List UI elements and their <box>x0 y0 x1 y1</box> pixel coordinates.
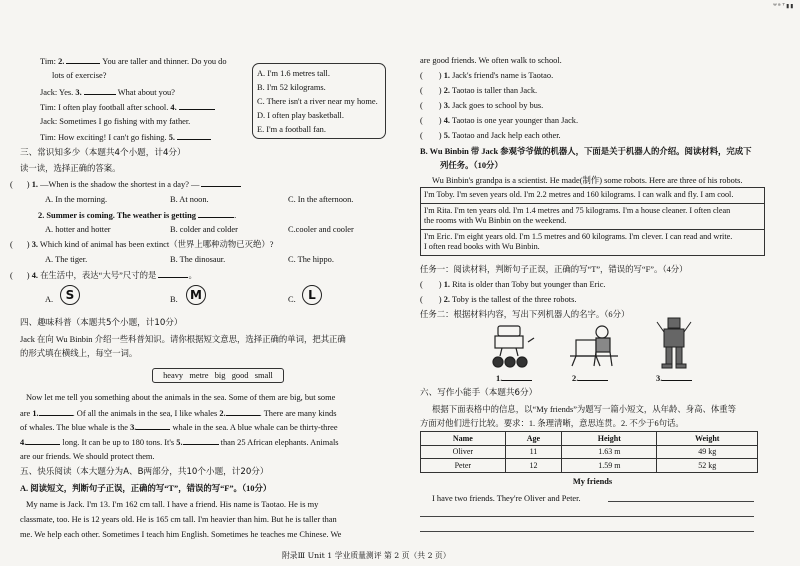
answer-blank[interactable] <box>201 178 241 187</box>
passage-line-4: 4. long. It can be up to 180 tons. It's 5. than 25 African elephants. Animals <box>20 438 339 447</box>
exam-page: ʷᵃ⁷▮▮ Tim: 2. You are taller and thinner. Do you do lots of exercise? Jack: Yes. 3. What about you? Tim: I often play football after school. 4. Jack: Sometimes I go fishing with my father. Tim: How exciting! I can't go fishing. 5. A. I'm 1.6 metres tall. B. I'm 52 kilograms. C. There isn't a river near my home. D. I often play basketball. E. I'm a football fan. 三、常识知多少（本题共4个小题，计4分） 读一读，选择正确的答案。 ( ) 1. —When is the shadow the shortest in a day? — A. In the morning. B. At noon. C. In the afternoon. 2. Summer is coming. The weather is getting . A. hotter and hotter B. colder and colder C.cooler and cooler ( ) 3. Which kind of animal has been extinct（世界上哪种动物已灭绝）? A. The tiger. B. The dinosaur. C. The hippo. ( ) 4. 在生活中，表达“大号”尺寸的是 。 A. S B. M C. L 四、趣味科普（本题共5个小题，计10分） Jack 在向 Wu Binbin 介绍一些科普知识。请你根据短文意思，选择正确的单词，把其正确 的形式填在横线上，每空一词。 heavy metre big good small Now let me tell you something about the animals in the sea. Some of them are big, but some are 1. . Of all the animals in the sea, I like whales 2. . There are many kinds of whales. The blue whale is the 3. whale in the sea. A blue whale can be thirty-three 4. long. It can be up to 180 tons. It's 5. than 25 African elephants. Animals are our friends. We should protect them. 五、快乐阅读（本大题分为A、B两部分，共10个小题，计20分） A. 阅读短文，判断句子正误，正确的写“T”，错误的写“F”。（10分） My name is Jack. I'm 13. I'm 162 cm tall. I have a friend. His name is Taotao. He is my classmate, too. He is 12 years old. He is 165 cm tall. I'm heavier than him. But he is taller than me. We help each other. Sometimes I teach him English. Sometimes he teaches me Chinese. We are good friends. We often walk to school. ( ) 1. Jack's friend's name is Taotao. ( ) 2. Taotao is taller than Jack. ( ) 3. Jack goes to school by bus. ( ) 4. Taotao is one year younger than Jack. ( ) 5. Taotao and Jack help each other. B. Wu Binbin 带 Jack 参观爷爷做的机器人，下面是关于机器人的介绍。阅读材料，完成下 列任务。（10分） Wu Binbin's grandpa is a scientist. He made(制作) some robots. Here are three of his robots. I'm Toby. I'm seven years old. I'm 2.2 metres and 160 kilograms. I can walk and fly. I am cool. I'm Rita. I'm ten years old. I'm 1.4 metres and 75 kilograms. I'm a house cleaner. I often clean the rooms with Wu Binbin on the weekend. I'm Eric. I'm eight years old. I'm 1.5 metres and 60 kilograms. I'm clever. I can read and write. I often read books with Wu Binbin. 任务一：阅读材料，判断句子正误，正确的写“T”，错误的写“F”。（4分） ( ) 1. Rita is older than Toby but younger than Eric. ( ) 2. Toby is the tallest of the three robots. 任务二：根据材料内容，写出下列机器人的名字。（6分） 1. 2. 3. 六、写作小能手（本题共6分） 根据下面表格中的信息，以“My friends”为题写一篇小短文，从年龄、身高、体重等 方面对他们进行比较。要求：1. 条理清晰，意思连贯。2. 不少于6句话。 Name Age Height Weight Oliver 11 1.63 m 49 kg Peter 12 1.59 m 52 kg My friends I have two friends. They're Oliver and Peter. 附录Ⅲ Unit 1 学业质量测评 第 2 页（共 2 页） <box>10 2 794 560</box>
task-1-item-2: ( ) 2. Toby is the tallest of the three robots. <box>420 295 577 304</box>
robot-row-rita: I'm Rita. I'm ten years old. I'm 1.4 metres and 75 kilograms. I'm a house cleaner. I often clean the rooms with Wu Binbin on the weekend. <box>421 203 765 229</box>
answer-blank[interactable] <box>26 436 60 445</box>
robot-name-1: 1. <box>496 372 532 384</box>
robot-info-table <box>420 187 765 256</box>
reading-a-line-3: me. We help each other. Sometimes I teach him English. Sometimes he teaches me Chinese. We <box>20 530 342 539</box>
tf-item-3: ( ) 3. Jack goes to school by bus. <box>420 101 544 110</box>
answer-blank[interactable] <box>66 55 100 64</box>
essay-title: My friends <box>572 477 613 486</box>
passage-line-5: are our friends. We should protect them. <box>20 452 155 461</box>
table-header-row: Name Age Height Weight <box>421 432 758 446</box>
tf-item-2: ( ) 2. Taotao is taller than Jack. <box>420 86 538 95</box>
size-s-icon: S <box>60 285 80 305</box>
answer-blank[interactable] <box>84 86 116 95</box>
part-b-instructions-2: 列任务。（10分） <box>440 161 503 170</box>
essay-writing-line[interactable] <box>420 516 754 517</box>
tf-item-5: ( ) 5. Taotao and Jack help each other. <box>420 131 561 140</box>
question-3-4: ( ) 4. 在生活中，表达“大号”尺寸的是 。 <box>10 271 197 280</box>
passage-line-3: of whales. The blue whale is the 3. whale in the sea. A blue whale can be thirty-three <box>20 423 338 432</box>
task-1-item-1: ( ) 1. Rita is older than Toby but younger than Eric. <box>420 280 606 289</box>
robot-rita-picture <box>570 322 618 370</box>
essay-first-line: I have two friends. They're Oliver and Peter. <box>432 494 581 503</box>
option-d: D. I often play basketball. <box>257 111 344 120</box>
size-option-a-label: A. <box>45 295 54 304</box>
section-4-title: 四、趣味科普（本题共5个小题，计10分） <box>20 318 183 328</box>
robot-name-3: 3. <box>656 372 692 384</box>
option-e: E. I'm a football fan. <box>257 125 326 134</box>
tf-item-4: ( ) 4. Taotao is one year younger than Jack. <box>420 116 579 125</box>
answer-blank[interactable] <box>158 269 188 278</box>
reading-a-line-1: My name is Jack. I'm 13. I'm 162 cm tall. I have a friend. His name is Taotao. He is my <box>26 500 319 509</box>
robots-intro: Wu Binbin's grandpa is a scientist. He made(制作) some robots. Here are three of his robots. <box>432 176 743 185</box>
answer-blank[interactable] <box>502 372 532 381</box>
answer-blank[interactable] <box>177 131 211 140</box>
part-b-instructions-1: B. Wu Binbin 带 Jack 参观爷爷做的机器人，下面是关于机器人的介绍。阅读材料，完成下 <box>420 147 752 156</box>
option-b: B. I'm 52 kilograms. <box>257 83 326 92</box>
essay-writing-line[interactable] <box>420 531 754 532</box>
answer-blank[interactable] <box>179 101 215 110</box>
size-option-c-label: C. <box>288 295 296 304</box>
size-m-icon: M <box>186 285 206 305</box>
section-5-title: 五、快乐阅读（本大题分为A、B两部分，共10个小题，计20分） <box>20 467 269 477</box>
task-1-instructions: 任务一：阅读材料，判断句子正误，正确的写“T”，错误的写“F”。（4分） <box>420 265 688 274</box>
reading-a-line-2: classmate, too. He is 12 years old. He is 165 cm tall. I'm heavier than him. But he is taller than <box>20 515 337 524</box>
robot-name-2: 2. <box>572 372 608 384</box>
robot-eric-picture <box>656 316 692 370</box>
word-bank: heavy metre big good small <box>152 368 284 383</box>
table-row: Peter 12 1.59 m 52 kg <box>421 459 758 473</box>
answer-blank[interactable] <box>136 421 170 430</box>
size-l-icon: L <box>302 285 322 305</box>
section-4-instructions-2: 的形式填在横线上，每空一词。 <box>20 349 138 358</box>
dialog-line-2: lots of exercise? <box>52 71 107 80</box>
question-3-1: ( ) 1. —When is the shadow the shortest in a day? — <box>10 178 241 190</box>
size-option-b-label: B. <box>170 295 178 304</box>
page-footer: 附录Ⅲ Unit 1 学业质量测评 第 2 页（共 2 页） <box>282 551 451 560</box>
option-a: A. I'm 1.6 metres tall. <box>257 69 330 78</box>
answer-blank[interactable] <box>183 436 219 445</box>
dialog-line-6: Tim: How exciting! I can't go fishing. 5. <box>40 131 211 143</box>
dialog-line-5: Jack: Sometimes I go fishing with my father. <box>40 117 191 126</box>
part-a-instructions: A. 阅读短文，判断句子正误，正确的写“T”，错误的写“F”。（10分） <box>20 484 272 493</box>
passage-line-2: are 1. . Of all the animals in the sea, I like whales 2. . There are many kinds <box>20 409 337 418</box>
passage-line-1: Now let me tell you something about the animals in the sea. Some of them are big, but some <box>26 393 336 402</box>
table-row: Oliver 11 1.63 m 49 kg <box>421 445 758 459</box>
section-4-instructions-1: Jack 在向 Wu Binbin 介绍一些科普知识。请你根据短文意思，选择正确的单词，把其正确 <box>20 335 346 344</box>
section-3-title: 三、常识知多少（本题共4个小题，计4分） <box>20 148 186 158</box>
reading-a-line-4: are good friends. We often walk to school. <box>420 56 562 65</box>
answer-blank[interactable] <box>662 372 692 381</box>
question-3-3: ( ) 3. Which kind of animal has been extinct（世界上哪种动物已灭绝）? <box>10 240 274 249</box>
robot-row-eric: I'm Eric. I'm eight years old. I'm 1.5 metres and 60 kilograms. I'm clever. I can read and write. I often read books with Wu Binbin. <box>421 229 765 255</box>
tf-item-1: ( ) 1. Jack's friend's name is Taotao. <box>420 71 554 80</box>
task-2-instructions: 任务二：根据材料内容，写出下列机器人的名字。（6分） <box>420 310 630 319</box>
section-6-instructions-1: 根据下面表格中的信息，以“My friends”为题写一篇小短文，从年龄、身高、体重等 <box>432 405 737 414</box>
option-c: C. There isn't a river near my home. <box>257 97 378 106</box>
robot-toby-picture <box>486 322 536 370</box>
dialog-line-4: Tim: I often play football after school. 4. <box>40 101 215 113</box>
section-6-title: 六、写作小能手（本题共6分） <box>420 388 538 398</box>
friends-info-table <box>420 431 758 473</box>
essay-writing-line[interactable] <box>608 501 754 502</box>
question-3-2: 2. Summer is coming. The weather is getting . <box>38 211 237 220</box>
section-3-instructions: 读一读，选择正确的答案。 <box>20 164 121 173</box>
options-box <box>252 63 386 139</box>
robot-row-toby: I'm Toby. I'm seven years old. I'm 2.2 metres and 160 kilograms. I can walk and fly. I am cool. <box>421 188 765 204</box>
answer-blank[interactable] <box>198 209 234 218</box>
corner-mark: ʷᵃ⁷▮▮ <box>772 2 794 10</box>
dialog-line-3: Jack: Yes. 3. What about you? <box>40 88 175 97</box>
dialog-line-1: Tim: 2. You are taller and thinner. Do you do <box>40 57 227 66</box>
answer-blank[interactable] <box>39 407 73 416</box>
answer-blank[interactable] <box>226 407 260 416</box>
answer-blank[interactable] <box>578 372 608 381</box>
section-6-instructions-2: 方面对他们进行比较。要求：1. 条理清晰，意思连贯。2. 不少于6句话。 <box>420 419 684 428</box>
